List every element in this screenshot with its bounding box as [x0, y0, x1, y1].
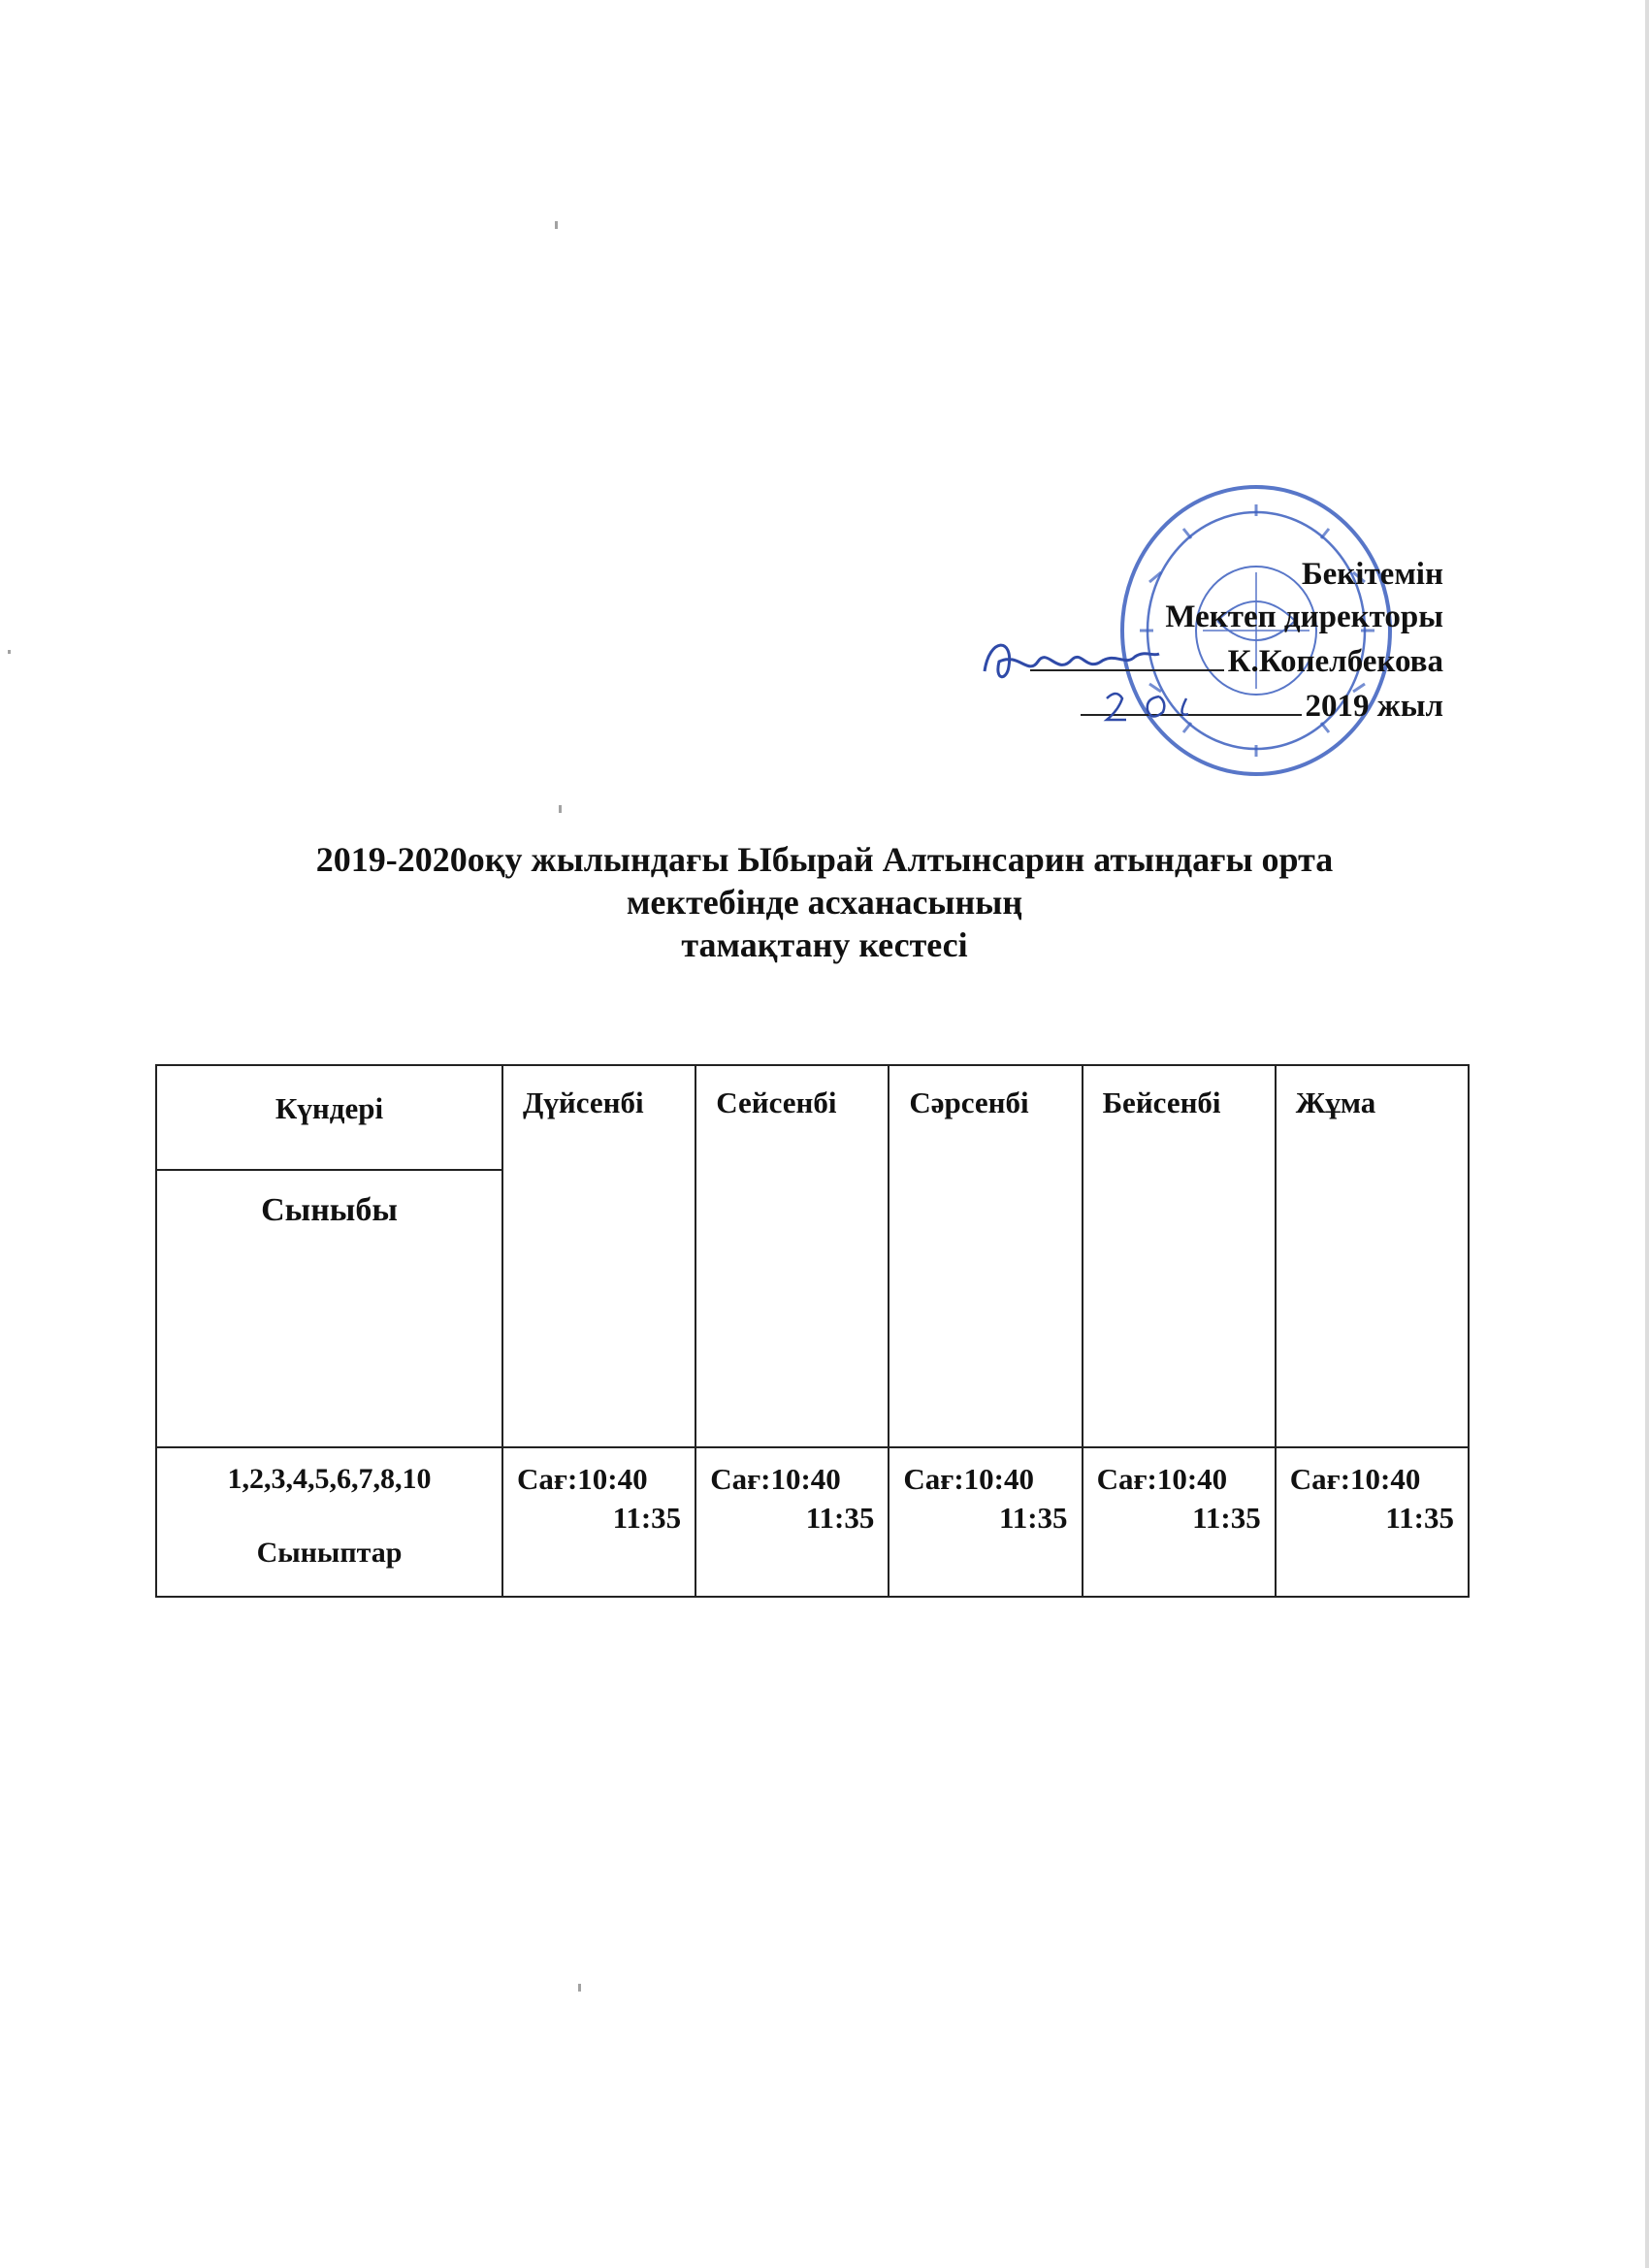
time-cell-monday	[502, 1447, 695, 1597]
table-row	[156, 1447, 1469, 1597]
scan-speck	[559, 805, 562, 813]
approval-position: Мектеп директоры	[1165, 599, 1443, 634]
time-end: 11:35	[612, 1501, 682, 1535]
day-header-friday: Жұма	[1276, 1065, 1469, 1447]
approval-year: 2019 жыл	[1305, 689, 1443, 724]
time-end: 11:35	[805, 1501, 875, 1535]
approval-name-line	[900, 638, 1443, 683]
time-start: Сағ:10:40	[710, 1462, 841, 1496]
approval-approved: Бекітемін	[1301, 557, 1443, 592]
day-header-wednesday: Сәрсенбі	[889, 1065, 1082, 1447]
scan-speck	[578, 1984, 581, 1992]
time-end: 11:35	[1385, 1501, 1454, 1535]
header-row	[156, 1065, 1469, 1447]
time-end: 11:35	[1192, 1501, 1261, 1535]
classes-label: Сыныптар	[256, 1537, 403, 1569]
time-cell-thursday	[1083, 1447, 1276, 1597]
time-start: Сағ:10:40	[1289, 1462, 1421, 1496]
day-header-tuesday: Сейсенбі	[695, 1065, 889, 1447]
time-start: Сағ:10:40	[1096, 1462, 1228, 1496]
scan-edge	[1645, 0, 1649, 2268]
scan-speck	[8, 650, 11, 654]
title-line-2: мектебінде асханасының	[626, 883, 1023, 922]
title-line-3: тамақтану кестесі	[681, 925, 968, 964]
header-class-label: Сыныбы	[261, 1192, 398, 1228]
title-line-1: 2019-2020оқу жылындағы Ыбырай Алтынсарин атындағы орта	[315, 840, 1334, 879]
classes-cell	[156, 1447, 502, 1597]
day-header-monday: Дүйсенбі	[502, 1065, 695, 1447]
header-days-label: Күндері	[157, 1066, 501, 1171]
scan-speck	[555, 221, 558, 229]
time-cell-friday	[1276, 1447, 1469, 1597]
signature-underline	[1030, 638, 1224, 671]
day-header-thursday: Бейсенбі	[1083, 1065, 1276, 1447]
header-corner-cell	[156, 1065, 502, 1447]
handwritten-date	[1101, 687, 1208, 726]
time-cell-tuesday	[695, 1447, 889, 1597]
approval-director-name: К.Копелбекова	[1227, 644, 1443, 679]
document-title	[146, 838, 1504, 966]
time-start: Сағ:10:40	[517, 1462, 648, 1496]
time-cell-wednesday	[889, 1447, 1082, 1597]
time-start: Сағ:10:40	[903, 1462, 1034, 1496]
time-end: 11:35	[998, 1501, 1068, 1535]
meal-schedule-table	[155, 1064, 1470, 1598]
classes-list: 1,2,3,4,5,6,7,8,10	[227, 1463, 432, 1495]
